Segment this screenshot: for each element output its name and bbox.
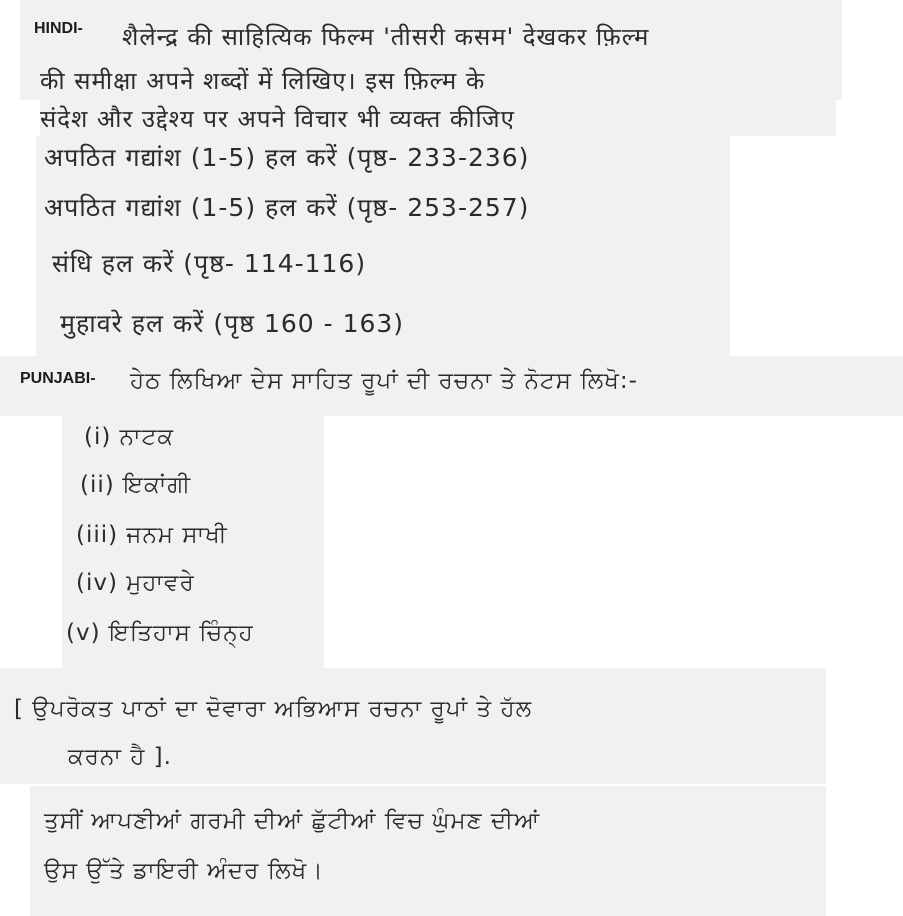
hindi-line-1: शैलेन्द्र की साहित्यिक फिल्म 'तीसरी कसम' देखकर फ़िल्म: [122, 23, 650, 51]
punjabi-final-line-2: ਉਸ ਉੱਤੇ ਡਾਇਰੀ ਅੰਦਰ ਲਿਖੋ।: [44, 858, 324, 884]
hindi-line-6: संधि हल करें (पृष्ठ- 114-116): [52, 249, 367, 278]
hindi-label: HINDI-: [34, 20, 83, 37]
punjabi-final-line-1: ਤੁਸੀਂ ਆਪਣੀਆਂ ਗਰਮੀ ਦੀਆਂ ਛੁੱਟੀਆਂ ਵਿਚ ਘੁੰਮਣ ਦੀਆਂ: [44, 808, 541, 834]
hindi-line-2: की समीक्षा अपने शब्दों में लिखिए। इस फ़िल्म के: [40, 67, 486, 95]
hindi-line-4: अपठित गद्यांश (1-5) हल करें (पृष्ठ- 233-236): [44, 143, 530, 172]
final-paper-strip: [30, 786, 826, 916]
punjabi-heading: ਹੇਠ ਲਿਖਿਆ ਦੇਸ ਸਾਹਿਤ ਰੂਪਾਂ ਦੀ ਰਚਨਾ ਤੇ ਨੋਟਸ ਲਿਖੋ:-: [130, 368, 638, 394]
punjabi-note-line-2: ਕਰਨਾ ਹੈ ].: [68, 744, 172, 770]
punjabi-item-3: (iii) ਜਨਮ ਸਾਖੀ: [76, 522, 228, 548]
hindi-line-7: मुहावरे हल करें (पृष्ठ 160 - 163): [60, 309, 405, 338]
punjabi-item-2: (ii) ਇਕਾਂਗੀ: [80, 472, 192, 498]
hindi-line-5: अपठित गद्यांश (1-5) हल करें (पृष्ठ- 253-257): [44, 193, 530, 222]
hindi-line-3: संदेश और उद्देश्य पर अपने विचार भी व्यक्त कीजिए: [40, 105, 515, 133]
punjabi-item-4: (iv) ਮੁਹਾਵਰੇ: [76, 570, 195, 596]
punjabi-item-1: (i) ਨਾਟਕ: [84, 424, 175, 450]
punjabi-label: PUNJABI-: [20, 370, 96, 387]
punjabi-item-5: (v) ਇਤਿਹਾਸ ਚਿੰਨ੍ਹ: [66, 620, 254, 646]
punjabi-note-line-1: [ ਉਪਰੋਕਤ ਪਾਠਾਂ ਦਾ ਦੋਵਾਰਾ ਅਭਿਆਸ ਰਚਨਾ ਰੂਪਾਂ ਤੇ ਹੱਲ: [14, 696, 533, 722]
